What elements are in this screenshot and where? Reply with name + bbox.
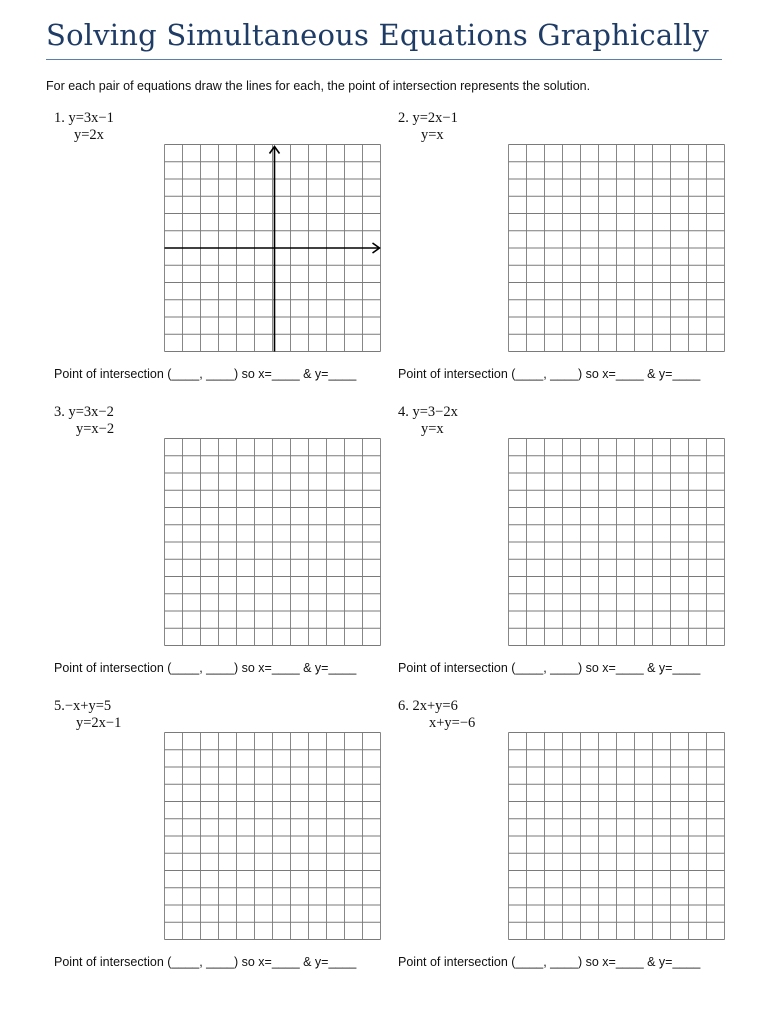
equation-2: x+y=−6: [429, 715, 476, 731]
graph-grid[interactable]: [164, 438, 384, 648]
point-of-intersection-prompt: Point of intersection (____, ____) so x=____ & y=____: [398, 661, 701, 675]
point-of-intersection-prompt: Point of intersection (____, ____) so x=____ & y=____: [54, 955, 357, 969]
equation-2: y=2x−1: [76, 715, 122, 731]
graph-grid[interactable]: [508, 732, 728, 942]
problem-6: [391, 698, 731, 988]
graph-grid[interactable]: [508, 438, 728, 648]
graph-grid[interactable]: [508, 144, 728, 354]
equation-1: 4. y=3−2x: [398, 404, 458, 420]
problem-3: [47, 404, 387, 694]
problem-2: [391, 110, 731, 400]
graph-grid[interactable]: [164, 732, 384, 942]
equation-2: y=x: [421, 127, 444, 143]
instructions-text: For each pair of equations draw the lines for each, the point of intersection represents the solution.: [46, 79, 591, 93]
point-of-intersection-prompt: Point of intersection (____, ____) so x=____ & y=____: [398, 367, 701, 381]
equation-1: 6. 2x+y=6: [398, 698, 458, 714]
point-of-intersection-prompt: Point of intersection (____, ____) so x=____ & y=____: [54, 367, 357, 381]
equation-1: 1. y=3x−1: [54, 110, 114, 126]
title-divider: [46, 59, 722, 60]
problem-5: [47, 698, 387, 988]
problem-4: [391, 404, 731, 694]
problem-1: [47, 110, 387, 400]
page-title: Solving Simultaneous Equations Graphically: [46, 18, 709, 52]
equation-2: y=2x: [74, 127, 104, 143]
equation-2: y=x: [421, 421, 444, 437]
point-of-intersection-prompt: Point of intersection (____, ____) so x=____ & y=____: [54, 661, 357, 675]
graph-grid[interactable]: [164, 144, 384, 354]
equation-1: 2. y=2x−1: [398, 110, 458, 126]
point-of-intersection-prompt: Point of intersection (____, ____) so x=____ & y=____: [398, 955, 701, 969]
equation-2: y=x−2: [76, 421, 115, 437]
equation-1: 3. y=3x−2: [54, 404, 114, 420]
equation-1: 5.−x+y=5: [54, 698, 112, 714]
